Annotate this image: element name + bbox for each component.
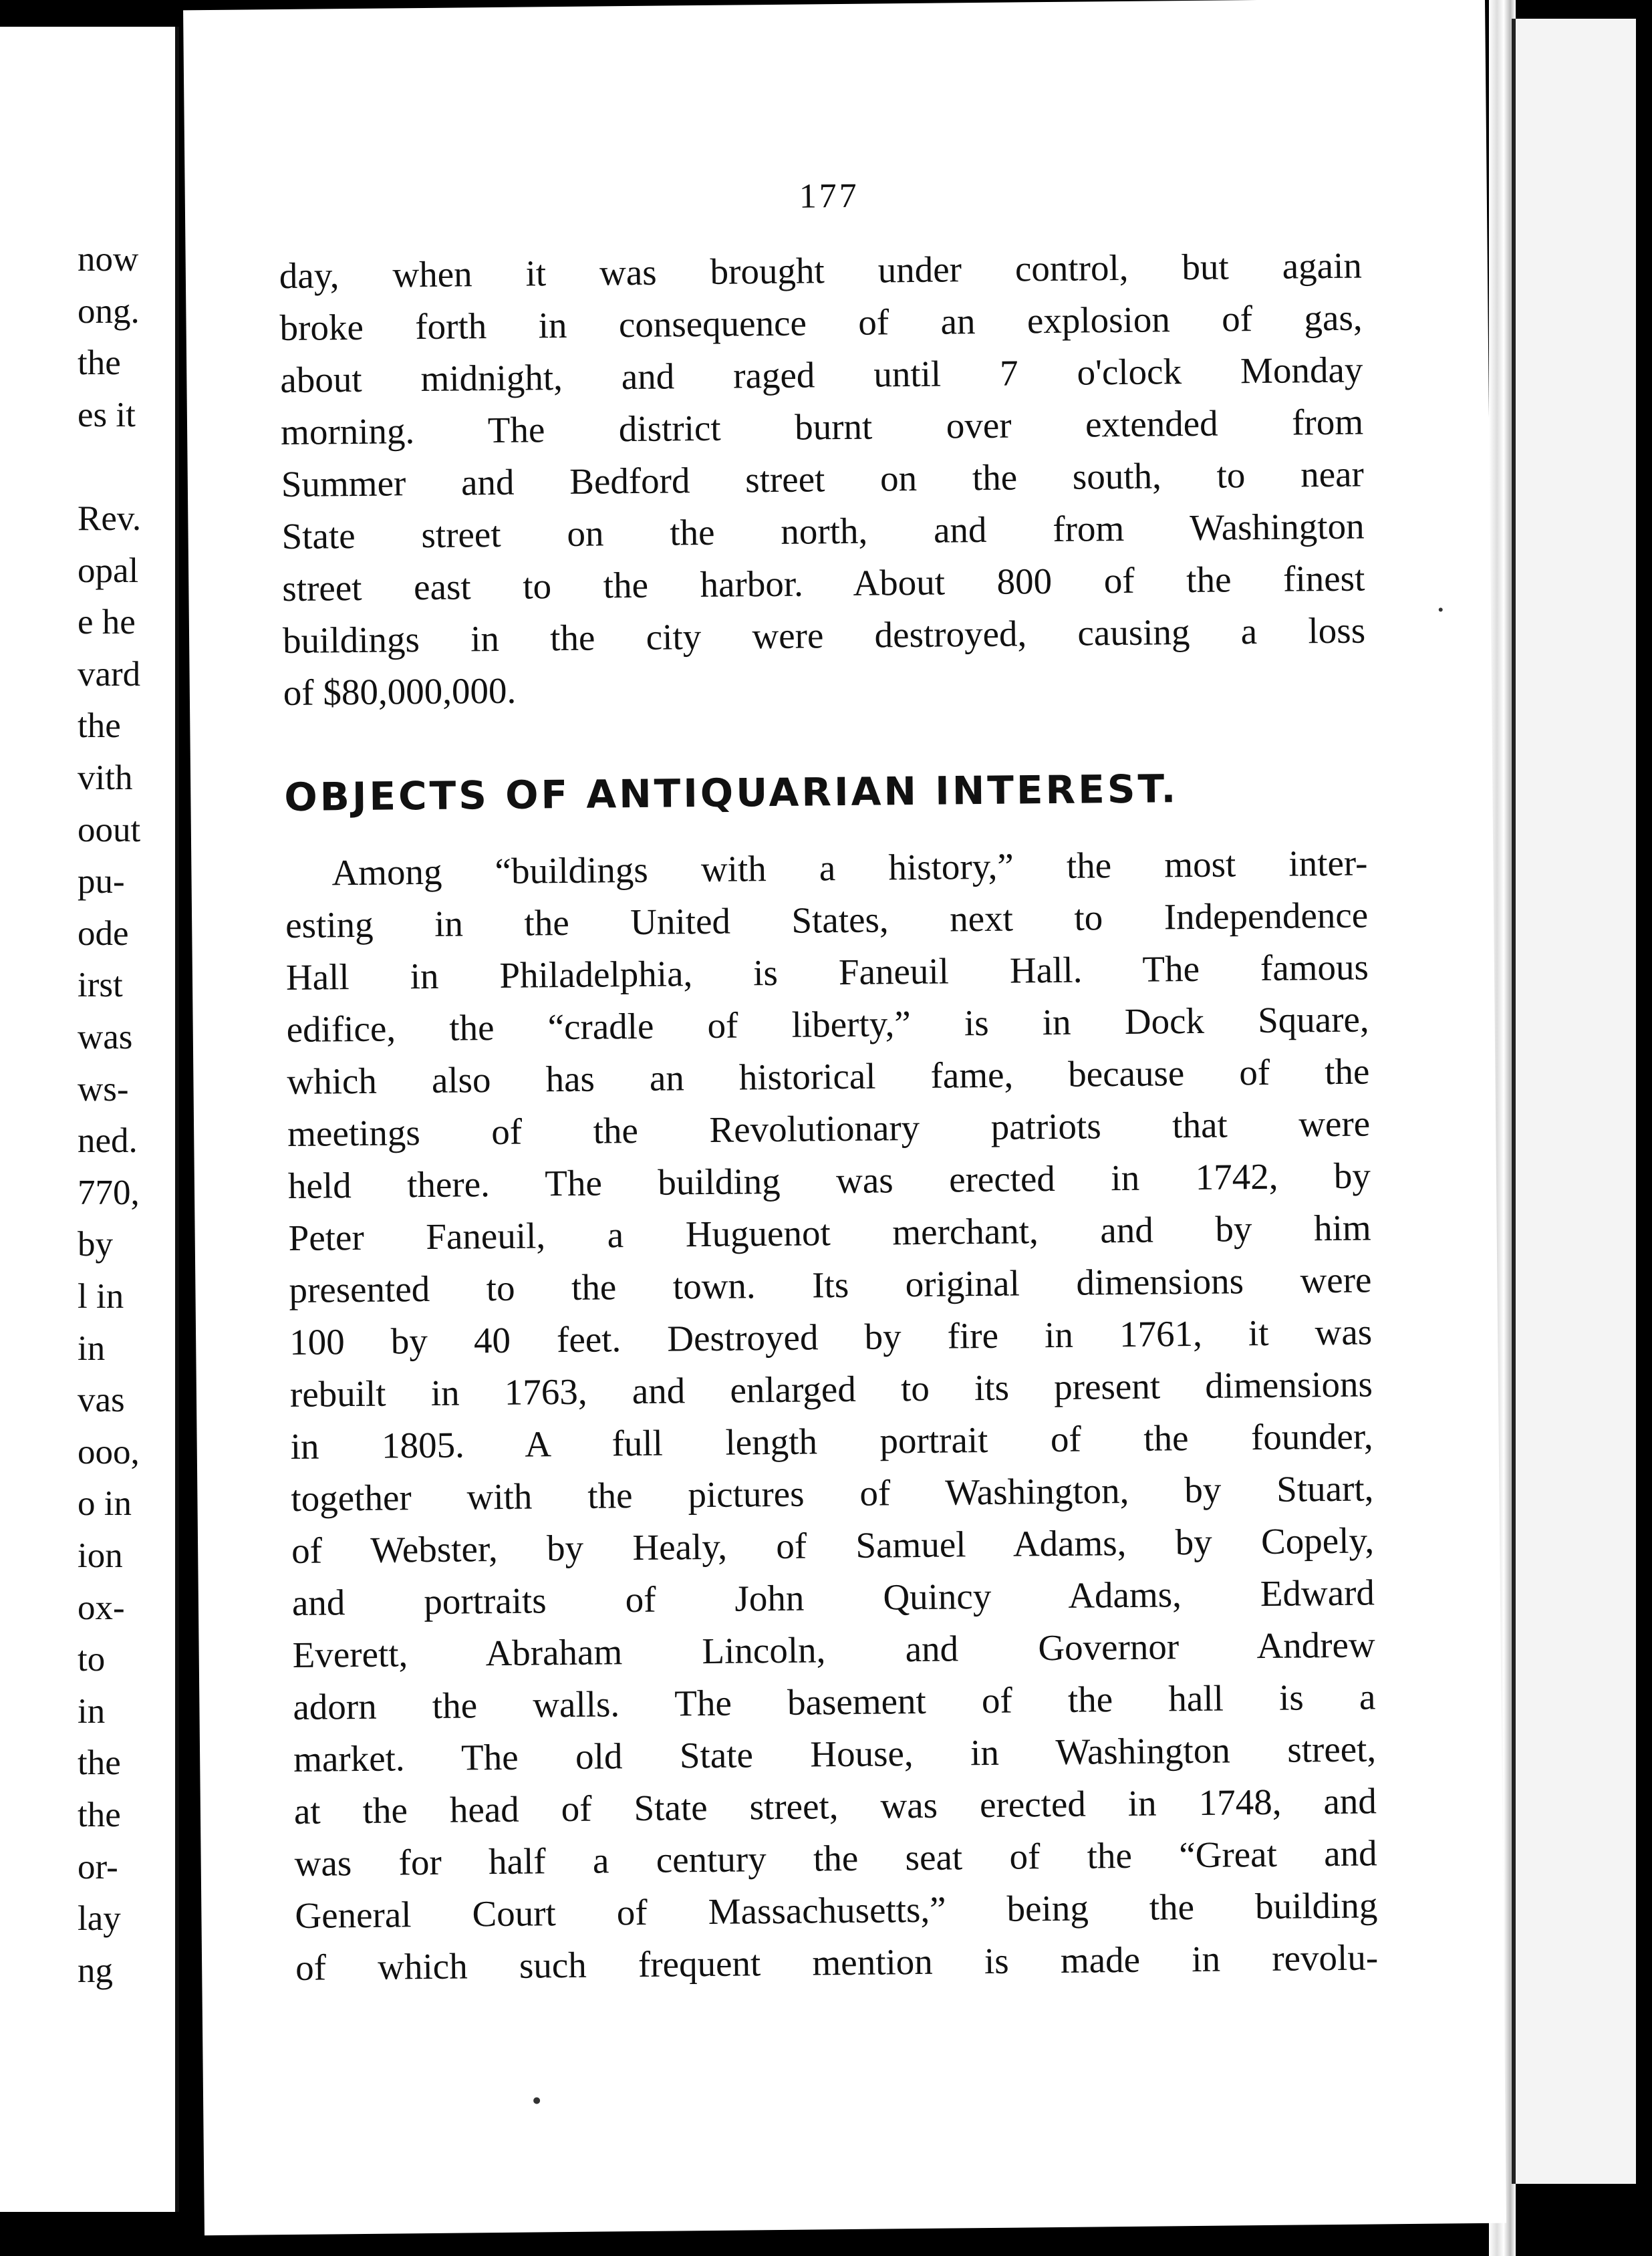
section-heading: OBJECTS OF ANTIQUARIAN INTEREST. bbox=[284, 766, 1179, 821]
text-line: about midnight, and raged until 7 o'clock Monday bbox=[280, 349, 1363, 401]
left-facing-page bbox=[0, 27, 179, 2212]
text-line: together with the pictures of Washington, by Stuart, bbox=[291, 1467, 1374, 1519]
text-line: buildings in the city were destroyed, causing a loss bbox=[282, 609, 1366, 662]
left-page-text-fragment: ws- bbox=[78, 1069, 129, 1109]
page-body bbox=[279, 240, 1379, 1994]
page-number: 177 bbox=[799, 176, 860, 216]
text-line: broke forth in consequence of an explosion of gas, bbox=[279, 297, 1363, 349]
left-page-text-fragment: the bbox=[78, 1796, 121, 1834]
ink-speck bbox=[1439, 607, 1443, 611]
left-page-text-fragment: ng bbox=[78, 1951, 113, 1990]
text-line: market. The old State House, in Washington street, bbox=[293, 1728, 1377, 1780]
text-line: day, when it was brought under control, but again bbox=[279, 245, 1363, 297]
text-line: State street on the north, and from Washington bbox=[281, 505, 1365, 557]
text-line: Summer and Bedford street on the south, to near bbox=[281, 453, 1365, 505]
left-page-text-fragment: in bbox=[78, 1328, 106, 1368]
left-page-text-fragment: to bbox=[78, 1640, 106, 1679]
left-page-text-fragment: vith bbox=[78, 758, 133, 797]
text-line: was for half a century the seat of the “Great and bbox=[294, 1832, 1377, 1884]
left-page-text-fragment: o in bbox=[78, 1484, 132, 1524]
text-line: esting in the United States, next to Independence bbox=[285, 894, 1369, 946]
left-page-text-fragment: ooo, bbox=[78, 1432, 140, 1471]
left-page-text-fragment: ode bbox=[78, 913, 129, 953]
left-page-text-fragment: the bbox=[78, 1743, 121, 1783]
left-page-text-fragment: Rev. bbox=[78, 499, 142, 538]
left-page-text-fragment: now bbox=[78, 240, 139, 279]
text-line: meetings of the Revolutionary patriots that were bbox=[287, 1103, 1371, 1155]
text-line: adorn the walls. The basement of the hall is a bbox=[293, 1676, 1376, 1727]
text-line: of $80,000,000. bbox=[283, 670, 517, 714]
text-line: Everett, Abraham Lincoln, and Governor Andrew bbox=[292, 1624, 1375, 1675]
text-line: Peter Faneuil, a Huguenot merchant, and by him bbox=[288, 1207, 1371, 1258]
ink-speck bbox=[533, 2097, 540, 2104]
left-page-text-fragment: oout bbox=[78, 810, 141, 849]
text-line: 100 by 40 feet. Destroyed by fire in 1761, it was bbox=[289, 1311, 1373, 1363]
text-line: Hall in Philadelphia, is Faneuil Hall. The famous bbox=[285, 946, 1369, 998]
left-page-text-fragment: was bbox=[78, 1018, 133, 1056]
left-page-text-fragment: l in bbox=[78, 1277, 124, 1316]
text-line: rebuilt in 1763, and enlarged to its present dimensions bbox=[289, 1363, 1373, 1415]
text-line: which also has an historical fame, because of the bbox=[287, 1050, 1370, 1103]
left-page-text-fragment: es it bbox=[78, 395, 136, 434]
left-page-text-fragment: or- bbox=[78, 1847, 118, 1886]
left-page-text-fragment: ned. bbox=[78, 1121, 138, 1161]
left-page-text-fragment: pu- bbox=[78, 862, 125, 901]
left-page-text-fragment: the bbox=[78, 343, 121, 383]
book-cover-edge bbox=[1512, 19, 1636, 2184]
left-page-text-fragment: irst bbox=[78, 966, 123, 1005]
paragraph-fire bbox=[279, 240, 1367, 720]
text-line: and portraits of John Quincy Adams, Edward bbox=[291, 1572, 1375, 1623]
left-page-text-fragment: by bbox=[78, 1225, 113, 1264]
left-page-text-fragment: ox- bbox=[78, 1588, 125, 1627]
text-line: General Court of Massachusetts,” being the building bbox=[295, 1884, 1378, 1936]
left-page-text-fragment: vas bbox=[78, 1381, 125, 1420]
text-line: at the head of State street, was erected in 1748, and bbox=[293, 1780, 1377, 1832]
text-line: presented to the town. Its original dimensions were bbox=[289, 1259, 1372, 1310]
left-page-text-fragment: ong. bbox=[78, 291, 140, 331]
left-page-text-fragment: ion bbox=[78, 1536, 123, 1575]
left-page-text-fragment: in bbox=[78, 1691, 106, 1731]
text-line: held there. The building was erected in 1742, by bbox=[287, 1155, 1371, 1206]
text-line: of which such frequent mention is made in revolu- bbox=[295, 1937, 1379, 1988]
text-line: in 1805. A full length portrait of the founder, bbox=[290, 1415, 1373, 1467]
text-line: street east to the harbor. About 800 of the finest bbox=[282, 557, 1365, 609]
left-page-text-fragment: lay bbox=[78, 1899, 121, 1939]
text-line: edifice, the “cradle of liberty,” is in Dock Square, bbox=[286, 998, 1369, 1050]
left-page-text-fragment: opal bbox=[78, 551, 139, 590]
text-line: of Webster, by Healy, of Samuel Adams, by Copely, bbox=[291, 1520, 1375, 1571]
left-page-text-fragment: 770, bbox=[78, 1173, 140, 1212]
left-page-text-fragment: e he bbox=[78, 603, 136, 642]
text-line: Among “buildings with a history,” the most inter- bbox=[331, 842, 1368, 893]
book-page bbox=[183, 0, 1506, 2235]
left-page-text-fragment: the bbox=[78, 706, 121, 746]
paragraph-antiquarian bbox=[285, 837, 1378, 1993]
left-page-text-fragment: vard bbox=[78, 654, 141, 694]
text-line: morning. The district burnt over extended from bbox=[280, 401, 1364, 453]
